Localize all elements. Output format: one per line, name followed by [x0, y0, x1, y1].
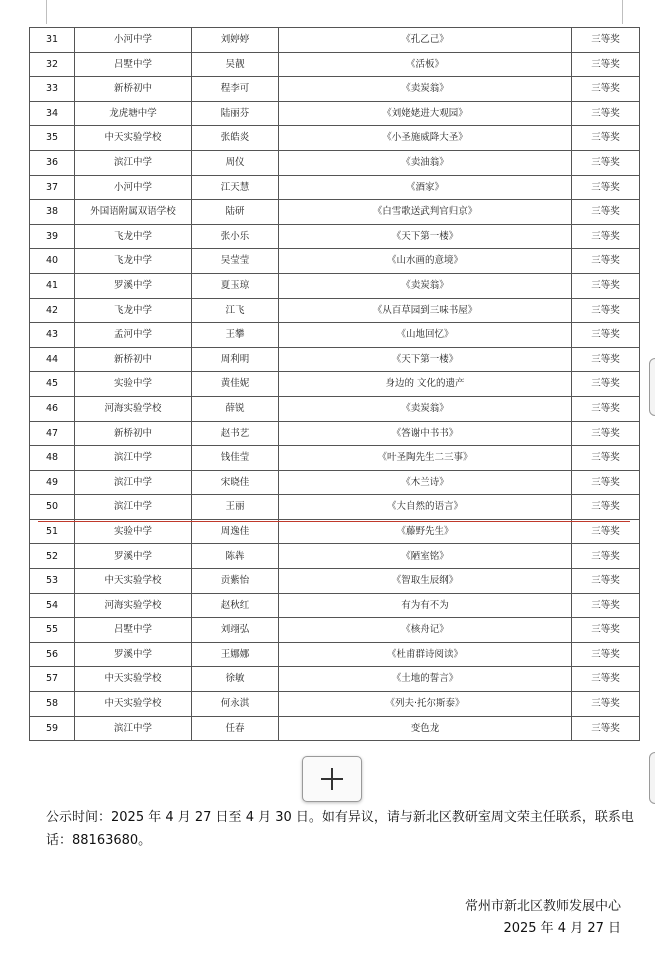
award-cell: 三等奖: [572, 519, 640, 544]
table-row: [30, 692, 640, 717]
school-cell: 新桥初中: [75, 421, 192, 446]
teacher-name-cell: 何永淇: [192, 692, 279, 717]
lesson-title-cell: 《天下第一楼》: [279, 224, 572, 249]
school-cell: 滨江中学: [75, 716, 192, 741]
lesson-title-cell: 《山地回忆》: [279, 323, 572, 348]
school-cell: 罗溪中学: [75, 544, 192, 569]
school-cell: 外国语附属双语学校: [75, 200, 192, 225]
scroll-handle[interactable]: [649, 358, 655, 416]
award-cell: 三等奖: [572, 28, 640, 53]
school-cell: 滨江中学: [75, 470, 192, 495]
row-number: 38: [30, 200, 75, 225]
award-cell: 三等奖: [572, 642, 640, 667]
teacher-name-cell: 赵书艺: [192, 421, 279, 446]
teacher-name-cell: 吴靓: [192, 52, 279, 77]
award-cell: 三等奖: [572, 372, 640, 397]
table-row: [30, 544, 640, 569]
table-row: [30, 224, 640, 249]
lesson-title-cell: 《活板》: [279, 52, 572, 77]
teacher-name-cell: 王攀: [192, 323, 279, 348]
table-row: [30, 396, 640, 421]
row-number: 59: [30, 716, 75, 741]
row-number: 36: [30, 150, 75, 175]
teacher-name-cell: 张皓炎: [192, 126, 279, 151]
row-number: 44: [30, 347, 75, 372]
teacher-name-cell: 王娜娜: [192, 642, 279, 667]
lesson-title-cell: 《小圣施威降大圣》: [279, 126, 572, 151]
school-cell: 滨江中学: [75, 495, 192, 520]
school-cell: 滨江中学: [75, 150, 192, 175]
table-row: [30, 446, 640, 471]
teacher-name-cell: 刘婷婷: [192, 28, 279, 53]
school-cell: 吕墅中学: [75, 618, 192, 643]
lesson-title-cell: 《智取生辰纲》: [279, 569, 572, 594]
table-row: [30, 101, 640, 126]
award-cell: 三等奖: [572, 544, 640, 569]
table-row: [30, 77, 640, 102]
lesson-title-cell: 《卖炭翁》: [279, 396, 572, 421]
award-cell: 三等奖: [572, 52, 640, 77]
row-number: 47: [30, 421, 75, 446]
row-number: 41: [30, 273, 75, 298]
school-cell: 河海实验学校: [75, 593, 192, 618]
table-row: [30, 175, 640, 200]
award-cell: 三等奖: [572, 470, 640, 495]
table-row: [30, 495, 640, 520]
school-cell: 小河中学: [75, 28, 192, 53]
row-number: 32: [30, 52, 75, 77]
row-number: 52: [30, 544, 75, 569]
row-number: 34: [30, 101, 75, 126]
school-cell: 实验中学: [75, 519, 192, 544]
teacher-name-cell: 薛锐: [192, 396, 279, 421]
school-cell: 新桥初中: [75, 347, 192, 372]
award-cell: 三等奖: [572, 298, 640, 323]
school-cell: 孟河中学: [75, 323, 192, 348]
teacher-name-cell: 陆丽芬: [192, 101, 279, 126]
school-cell: 飞龙中学: [75, 224, 192, 249]
lesson-title-cell: 《酒家》: [279, 175, 572, 200]
table-row: [30, 372, 640, 397]
teacher-name-cell: 钱佳莹: [192, 446, 279, 471]
teacher-name-cell: 任春: [192, 716, 279, 741]
award-cell: 三等奖: [572, 150, 640, 175]
school-cell: 中天实验学校: [75, 692, 192, 717]
award-cell: 三等奖: [572, 569, 640, 594]
page-corner-mark-right: [622, 0, 623, 24]
table-row: [30, 347, 640, 372]
table-row: [30, 470, 640, 495]
lesson-title-cell: 《山水画的意境》: [279, 249, 572, 274]
row-number: 43: [30, 323, 75, 348]
table-row: [30, 273, 640, 298]
teacher-name-cell: 贡紫怡: [192, 569, 279, 594]
award-cell: 三等奖: [572, 126, 640, 151]
table-row: [30, 52, 640, 77]
school-cell: 吕墅中学: [75, 52, 192, 77]
teacher-name-cell: 黄佳妮: [192, 372, 279, 397]
row-number: 39: [30, 224, 75, 249]
lesson-title-cell: 《卖油翁》: [279, 150, 572, 175]
notice-text: 公示时间：2025 年 4 月 27 日至 4 月 30 日。如有异议，请与新北区教研室周文荣主任联系，联系电话：88163680。: [46, 810, 634, 848]
lesson-title-cell: 《核舟记》: [279, 618, 572, 643]
teacher-name-cell: 吴莹莹: [192, 249, 279, 274]
school-cell: 中天实验学校: [75, 667, 192, 692]
row-number: 40: [30, 249, 75, 274]
award-cell: 三等奖: [572, 323, 640, 348]
row-number: 31: [30, 28, 75, 53]
page-corner-mark-left: [46, 0, 47, 24]
teacher-name-cell: 周仪: [192, 150, 279, 175]
school-cell: 小河中学: [75, 175, 192, 200]
award-cell: 三等奖: [572, 396, 640, 421]
school-cell: 飞龙中学: [75, 298, 192, 323]
row-number: 48: [30, 446, 75, 471]
lesson-title-cell: 《白雪歌送武判官归京》: [279, 200, 572, 225]
lesson-title-cell: 《从百草园到三味书屋》: [279, 298, 572, 323]
school-cell: 龙虎塘中学: [75, 101, 192, 126]
award-cell: 三等奖: [572, 101, 640, 126]
lesson-title-cell: 变色龙: [279, 716, 572, 741]
teacher-name-cell: 刘翊弘: [192, 618, 279, 643]
table-row: [30, 642, 640, 667]
school-cell: 河海实验学校: [75, 396, 192, 421]
lesson-title-cell: 《孔乙己》: [279, 28, 572, 53]
scroll-handle-lower[interactable]: [649, 752, 655, 804]
row-number: 57: [30, 667, 75, 692]
table-row: [30, 519, 640, 544]
award-cell: 三等奖: [572, 716, 640, 741]
award-cell: 三等奖: [572, 593, 640, 618]
lesson-title-cell: 《杜甫群诗阅读》: [279, 642, 572, 667]
school-cell: 飞龙中学: [75, 249, 192, 274]
row-number: 42: [30, 298, 75, 323]
table-row: [30, 126, 640, 151]
award-cell: 三等奖: [572, 175, 640, 200]
award-cell: 三等奖: [572, 224, 640, 249]
teacher-name-cell: 宋晓佳: [192, 470, 279, 495]
lesson-title-cell: 《陋室铭》: [279, 544, 572, 569]
add-row-button[interactable]: [302, 756, 362, 802]
table-row: [30, 28, 640, 53]
teacher-name-cell: 江飞: [192, 298, 279, 323]
award-cell: 三等奖: [572, 446, 640, 471]
table-row: [30, 618, 640, 643]
row-number: 49: [30, 470, 75, 495]
table-row: [30, 150, 640, 175]
row-number: 56: [30, 642, 75, 667]
teacher-name-cell: 王丽: [192, 495, 279, 520]
lesson-title-cell: 《木兰诗》: [279, 470, 572, 495]
table-row: [30, 249, 640, 274]
award-cell: 三等奖: [572, 249, 640, 274]
award-cell: 三等奖: [572, 77, 640, 102]
row-number: 35: [30, 126, 75, 151]
award-cell: 三等奖: [572, 495, 640, 520]
table-row: [30, 298, 640, 323]
teacher-name-cell: 陆研: [192, 200, 279, 225]
lesson-title-cell: 《叶圣陶先生二三事》: [279, 446, 572, 471]
lesson-title-cell: 身边的 文化的遗产: [279, 372, 572, 397]
teacher-name-cell: 周利明: [192, 347, 279, 372]
award-cell: 三等奖: [572, 692, 640, 717]
row-number: 51: [30, 519, 75, 544]
table-row: [30, 421, 640, 446]
lesson-title-cell: 《答谢中书书》: [279, 421, 572, 446]
lesson-title-cell: 《土地的誓言》: [279, 667, 572, 692]
award-cell: 三等奖: [572, 421, 640, 446]
lesson-title-cell: 有为有不为: [279, 593, 572, 618]
teacher-name-cell: 张小乐: [192, 224, 279, 249]
lesson-title-cell: 《刘姥姥进大观园》: [279, 101, 572, 126]
award-cell: 三等奖: [572, 273, 640, 298]
teacher-name-cell: 徐敏: [192, 667, 279, 692]
school-cell: 中天实验学校: [75, 126, 192, 151]
teacher-name-cell: 陈犇: [192, 544, 279, 569]
school-cell: 新桥初中: [75, 77, 192, 102]
row-number: 45: [30, 372, 75, 397]
table-row: [30, 667, 640, 692]
award-cell: 三等奖: [572, 618, 640, 643]
plus-icon: [321, 768, 343, 790]
table-row: [30, 569, 640, 594]
teacher-name-cell: 程李可: [192, 77, 279, 102]
table-row: [30, 716, 640, 741]
lesson-title-cell: 《卖炭翁》: [279, 77, 572, 102]
issuing-organization: 常州市新北区教师发展中心: [464, 899, 621, 914]
row-number: 50: [30, 495, 75, 520]
school-cell: 实验中学: [75, 372, 192, 397]
table-row: [30, 200, 640, 225]
awards-table-body: [30, 28, 640, 741]
award-cell: 三等奖: [572, 200, 640, 225]
lesson-title-cell: 《藤野先生》: [279, 519, 572, 544]
lesson-title-cell: 《卖炭翁》: [279, 273, 572, 298]
table-row: [30, 323, 640, 348]
table-row: [30, 593, 640, 618]
awards-table: [29, 27, 640, 741]
teacher-name-cell: 周逸佳: [192, 519, 279, 544]
row-number: 58: [30, 692, 75, 717]
award-cell: 三等奖: [572, 347, 640, 372]
school-cell: 罗溪中学: [75, 273, 192, 298]
row-number: 53: [30, 569, 75, 594]
school-cell: 罗溪中学: [75, 642, 192, 667]
page-break-line: [38, 521, 630, 522]
lesson-title-cell: 《天下第一楼》: [279, 347, 572, 372]
award-cell: 三等奖: [572, 667, 640, 692]
row-number: 33: [30, 77, 75, 102]
issue-date: 2025 年 4 月 27 日: [503, 921, 621, 936]
row-number: 55: [30, 618, 75, 643]
teacher-name-cell: 夏玉琼: [192, 273, 279, 298]
teacher-name-cell: 赵秋红: [192, 593, 279, 618]
school-cell: 中天实验学校: [75, 569, 192, 594]
row-number: 46: [30, 396, 75, 421]
lesson-title-cell: 《列夫·托尔斯泰》: [279, 692, 572, 717]
row-number: 37: [30, 175, 75, 200]
lesson-title-cell: 《大自然的语言》: [279, 495, 572, 520]
teacher-name-cell: 江天慧: [192, 175, 279, 200]
school-cell: 滨江中学: [75, 446, 192, 471]
row-number: 54: [30, 593, 75, 618]
